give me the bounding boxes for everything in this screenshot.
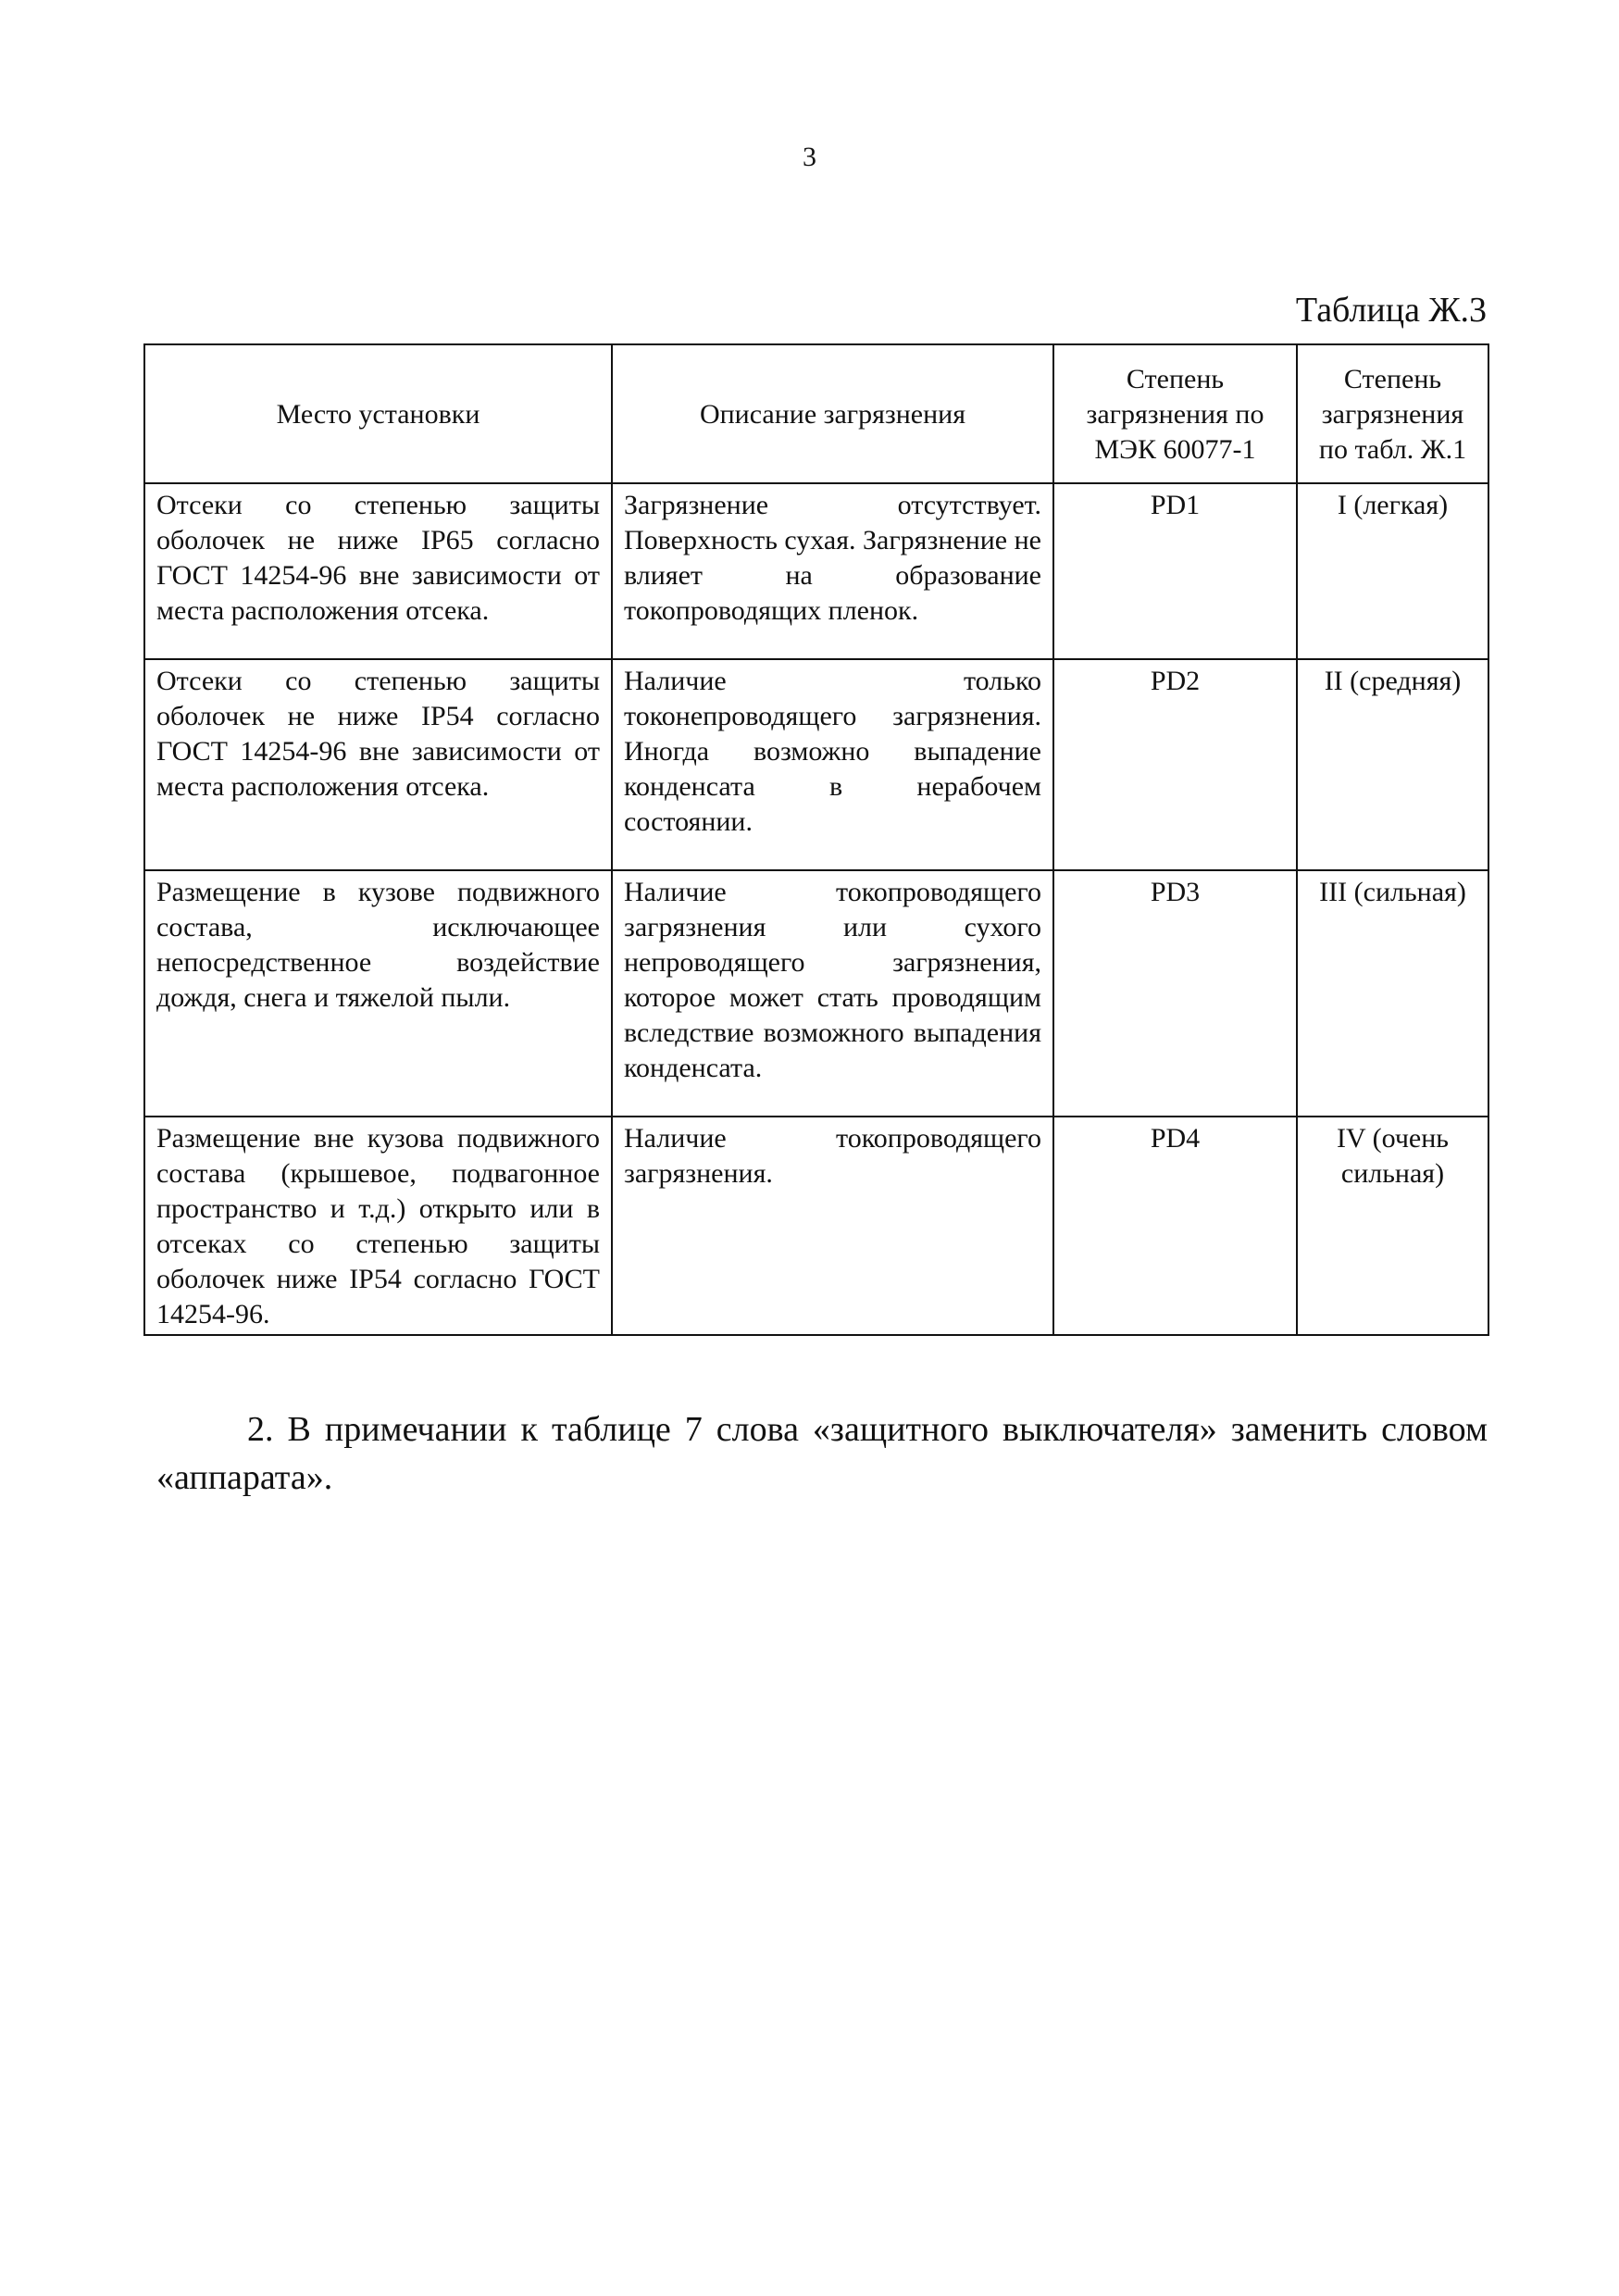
table-row [144,1117,1488,1335]
cell-table-degree: III (сильная) [1297,870,1488,1117]
amendment-note: 2. В примечании к таблице 7 слова «защитного выключателя» заменить словом «аппарата». [156,1410,1488,1497]
cell-description: Наличие только токонепроводящего загрязнения. Иногда возможно выпадение конденсата в нерабочем состоянии. [612,659,1053,870]
header-table-degree: Степень загрязнения по табл. Ж.1 [1297,344,1488,483]
cell-iec-degree: PD4 [1053,1117,1297,1335]
cell-iec-degree: PD1 [1053,483,1297,659]
header-place: Место установки [144,344,612,483]
cell-table-degree: IV (очень сильная) [1297,1117,1488,1335]
cell-table-degree: I (легкая) [1297,483,1488,659]
cell-table-degree: II (средняя) [1297,659,1488,870]
cell-iec-degree: PD2 [1053,659,1297,870]
cell-description: Наличие токопроводящего загрязнения или сухого непроводящего загрязнения, которое может стать проводящим вследствие возможного выпадения конденсата. [612,870,1053,1117]
cell-iec-degree: PD3 [1053,870,1297,1117]
cell-place: Размещение вне кузова подвижного состава (крышевое, подвагонное пространство и т.д.) открыто или в отсеках со степенью защиты оболочек ниже IP54 согласно ГОСТ 14254-96. [144,1117,612,1335]
table-row [144,659,1488,870]
cell-place: Размещение в кузове подвижного состава, исключающее непосредственное воздействие дождя, снега и тяжелой пыли. [144,870,612,1117]
header-iec-degree: Степень загрязнения по МЭК 60077-1 [1053,344,1297,483]
cell-description: Наличие токопроводящего загрязнения. [612,1117,1053,1335]
table-row [144,483,1488,659]
table-caption: Таблица Ж.3 [1295,291,1487,330]
cell-place: Отсеки со степенью защиты оболочек не ниже IP65 согласно ГОСТ 14254-96 вне зависимости от места расположения отсека. [144,483,612,659]
cell-description: Загрязнение отсутствует. Поверхность сухая. Загрязнение не влияет на образование токопроводящих пленок. [612,483,1053,659]
cell-place: Отсеки со степенью защиты оболочек не ниже IP54 согласно ГОСТ 14254-96 вне зависимости от места расположения отсека. [144,659,612,870]
page-number: 3 [803,142,816,172]
table-row [144,870,1488,1117]
table-header-row [144,344,1488,483]
header-description: Описание загрязнения [612,344,1053,483]
pollution-degree-table [143,343,1489,1336]
